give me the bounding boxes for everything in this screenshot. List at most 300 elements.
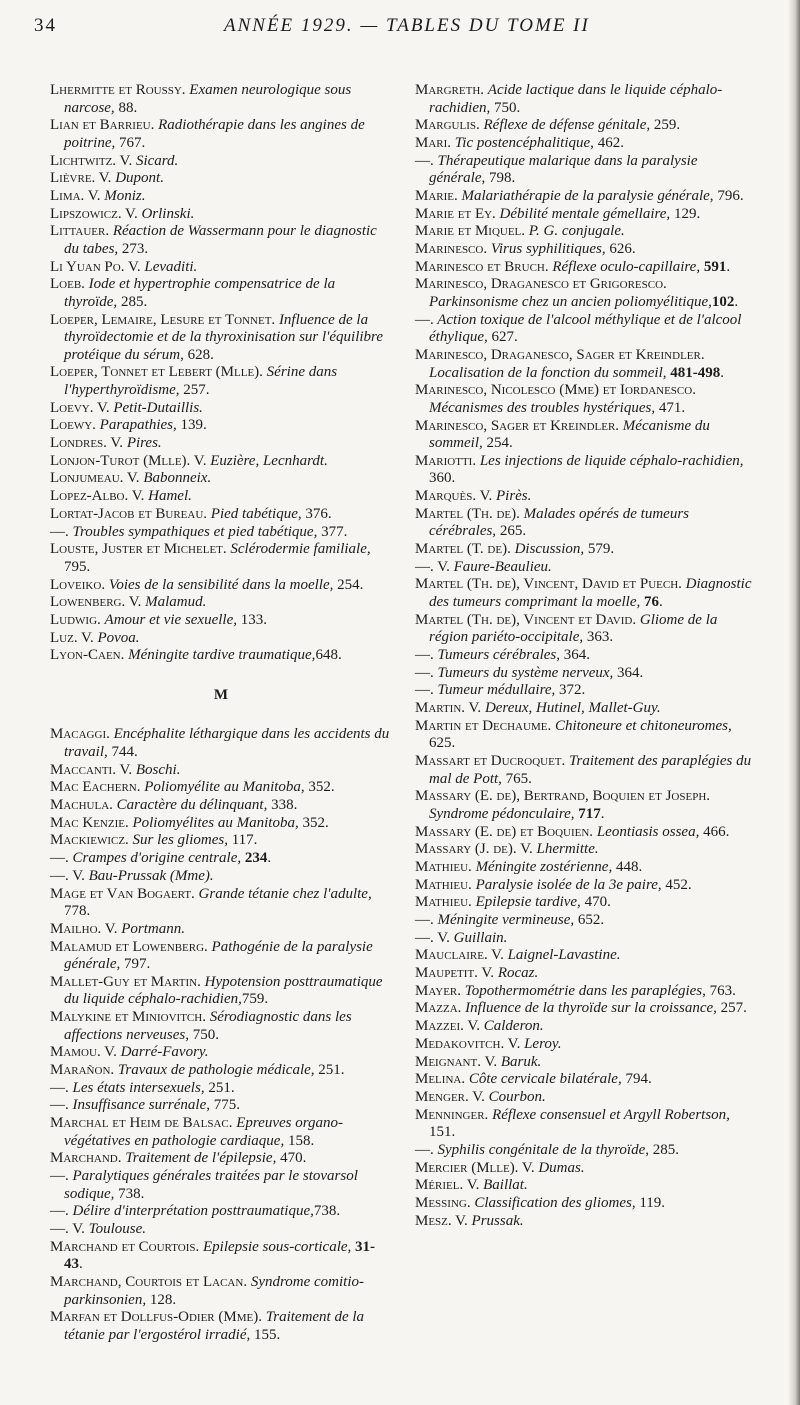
entry-author: Marinesco, Draganesco, Sager et Kreindler. xyxy=(415,346,705,363)
index-entry xyxy=(50,153,392,171)
entry-title: Baillat. xyxy=(483,1177,528,1194)
entry-author: —. xyxy=(415,664,434,681)
entry-see-also: V. xyxy=(516,841,537,858)
entry-page-ref: 251. xyxy=(204,1079,235,1096)
entry-page-ref: 462. xyxy=(593,134,624,151)
entry-author: —. xyxy=(415,912,434,928)
entry-page-ref: 794. xyxy=(621,1071,652,1088)
entry-page-ref: 466. xyxy=(699,823,730,840)
entry-page-ref-bold: 102 xyxy=(711,293,735,310)
entry-author: Londres. xyxy=(50,435,107,452)
entry-author: Mariotti. xyxy=(415,452,477,469)
entry-author: Mathieu. xyxy=(415,894,472,911)
entry-title: Laignel-Lavastine. xyxy=(507,947,621,964)
entry-see-also: V. xyxy=(451,1212,472,1229)
index-entry xyxy=(415,135,757,153)
entry-author: Marinesco, Nicolesco (Mme) et Iordanesco. xyxy=(415,382,696,399)
entry-title: Parkinsonisme chez un ancien poliomyélitique, xyxy=(429,293,712,310)
entry-author: Loeper, Lemaire, Lesure et Tonnet. xyxy=(50,311,276,328)
entry-title: Examen neurologique sous narcose, xyxy=(64,82,352,116)
entry-title: Parapathies, xyxy=(99,417,177,434)
index-entry xyxy=(415,241,757,259)
entry-page-ref: 765. xyxy=(501,770,532,787)
entry-page-ref: 285. xyxy=(117,293,148,310)
entry-author: Margreth. xyxy=(415,82,485,98)
index-entry xyxy=(415,188,757,206)
entry-author: Li Yuan Po. xyxy=(50,258,125,275)
index-entry xyxy=(50,364,392,399)
index-entry xyxy=(415,259,757,277)
entry-title: Poliomyélites au Manitoba, xyxy=(132,814,299,831)
page-spine-shadow xyxy=(788,0,800,1405)
entry-title: Rocaz. xyxy=(497,965,539,982)
entry-author: Mesz. xyxy=(415,1212,452,1229)
entry-title: Délire d'interprétation posttraumatique, xyxy=(68,1203,314,1220)
index-entry xyxy=(415,894,757,912)
entry-see-also: V. xyxy=(518,1159,539,1176)
entry-title: Moniz. xyxy=(104,187,146,204)
entry-title: Faure-Beaulieu. xyxy=(453,558,552,575)
entry-title: Boschi. xyxy=(135,761,181,778)
entry-title: Chitoneure et chitoneuromes, xyxy=(554,717,732,734)
entry-page-ref: 129. xyxy=(670,205,701,222)
entry-author: Mallet-Guy et Martin. xyxy=(50,973,201,990)
index-entry xyxy=(415,541,757,559)
entry-title: Virus syphilitiques, xyxy=(490,241,606,257)
entry-author: Lonjon-Turot (Mlle). xyxy=(50,452,191,469)
entry-title: Petit-Dutaillis. xyxy=(113,399,203,416)
entry-title: Débilité mentale gémellaire, xyxy=(499,205,671,222)
right-column xyxy=(415,82,757,1230)
entry-title: Gliome de la région pariéto-occipitale, xyxy=(429,611,718,646)
entry-page-ref: 795. xyxy=(64,558,91,575)
entry-page-ref: 259. xyxy=(650,117,681,134)
entry-title: Classification des gliomes, xyxy=(474,1194,636,1211)
entry-page-ref: 750. xyxy=(490,99,521,116)
entry-title: Les états intersexuels, xyxy=(68,1079,205,1096)
index-entry xyxy=(415,700,757,718)
entry-author: Marchand, Courtois et Lacan. xyxy=(50,1274,248,1290)
entry-title: Levaditi. xyxy=(144,258,198,275)
entry-title: Côte cervicale bilatérale, xyxy=(468,1071,622,1088)
entry-author: Loewy. xyxy=(50,417,96,434)
entry-title: Caractère du délinquant, xyxy=(116,797,268,814)
entry-page-ref: 257. xyxy=(179,382,210,399)
entry-author: Lima. xyxy=(50,187,85,204)
index-entry xyxy=(415,418,757,453)
entry-title: Sicard. xyxy=(135,152,179,169)
entry-author: —. xyxy=(50,1097,69,1114)
entry-see-also: V. xyxy=(116,152,136,169)
index-entry xyxy=(50,259,392,277)
entry-page-ref: 265. xyxy=(496,523,527,540)
index-entry xyxy=(50,762,392,780)
index-entry xyxy=(415,1000,757,1018)
entry-page-ref: 117. xyxy=(227,832,258,849)
entry-title: P. G. conjugale. xyxy=(528,223,625,240)
entry-see-also: V. xyxy=(433,929,454,946)
index-entry xyxy=(50,312,392,365)
index-entry xyxy=(50,1203,392,1221)
index-entry xyxy=(50,1274,392,1309)
running-title: ANNÉE 1929. — TABLES DU TOME II xyxy=(224,15,590,36)
index-entry xyxy=(50,541,392,576)
entry-author: Messing. xyxy=(415,1194,471,1211)
entry-page-ref: 738. xyxy=(313,1203,341,1220)
entry-author: Mazzei. xyxy=(415,1018,464,1035)
entry-title: Povoa. xyxy=(97,629,140,646)
entry-page-ref: 254. xyxy=(482,435,513,452)
index-entry xyxy=(415,1177,757,1195)
entry-see-also: V. xyxy=(121,205,142,222)
entry-title: Syndrome comitio-parkinsonien, xyxy=(64,1274,364,1308)
entry-page-ref: 470. xyxy=(580,894,611,911)
entry-page-ref-bold: 481-498 xyxy=(666,364,721,381)
index-entry xyxy=(415,117,757,135)
index-entry xyxy=(415,1195,757,1213)
entry-author: Louste, Juster et Michelet. xyxy=(50,541,227,558)
entry-author: Massary (E. de), Bertrand, Boquien et Joseph. xyxy=(415,788,711,805)
entry-title: Paralytiques générales traitées par le stovarsol sodique, xyxy=(64,1168,358,1202)
entry-see-also: V. xyxy=(433,558,454,575)
entry-author: Malamud et Lowenberg. xyxy=(50,938,208,955)
entry-title: Les injections de liquide céphalo-rachidien, xyxy=(479,452,744,469)
entry-author: —. xyxy=(415,1141,434,1158)
entry-author: Martin. xyxy=(415,700,466,717)
entry-author: Massary (E. de) et Boquien. xyxy=(415,823,594,840)
entry-title: Voies de la sensibilité dans la moelle, xyxy=(108,576,334,593)
index-entry xyxy=(415,930,757,948)
entry-page-ref: 448. xyxy=(612,858,643,875)
entry-page-ref: 627. xyxy=(487,329,518,346)
entry-title: Radiothérapie dans les angines de poitrine, xyxy=(64,117,365,151)
entry-title: Crampes d'origine centrale, xyxy=(68,850,242,867)
entry-page-ref: 151. xyxy=(429,1124,456,1141)
entry-page-ref: 133. xyxy=(237,611,267,628)
entry-see-also: V. xyxy=(77,629,98,646)
index-entry xyxy=(50,779,392,797)
entry-title: Tic postencéphalitique, xyxy=(454,134,594,151)
entry-page-ref: . xyxy=(720,364,724,381)
entry-page-ref: 364. xyxy=(613,664,644,681)
entry-author: Lonjumeau. xyxy=(50,470,124,487)
entry-page-ref-bold: 76 xyxy=(640,594,659,610)
entry-author: Marchal et Heim de Balsac. xyxy=(50,1115,233,1132)
entry-see-also: V. xyxy=(463,1018,484,1035)
entry-author: Marinesco. xyxy=(415,241,488,257)
index-entry xyxy=(415,1018,757,1036)
index-entry xyxy=(415,788,757,823)
entry-author: Martin et Dechaume. xyxy=(415,717,552,734)
entry-see-also: V. xyxy=(477,965,498,982)
entry-page-ref: 750. xyxy=(188,1026,219,1043)
entry-page-ref: 648. xyxy=(315,647,342,664)
index-entry xyxy=(50,921,392,939)
entry-title: Thérapeutique malarique dans la paralysie générale, xyxy=(429,152,698,187)
entry-title: Tumeurs cérébrales, xyxy=(433,646,560,663)
index-entry xyxy=(50,223,392,258)
entry-title: Leroy. xyxy=(524,1035,562,1052)
entry-title: Acide lactique dans le liquide céphalo-rachidien, xyxy=(429,82,723,116)
entry-title: Courbon. xyxy=(488,1088,546,1105)
entry-title: Toulouse. xyxy=(88,1221,147,1238)
index-entry xyxy=(415,665,757,683)
entry-see-also: V. xyxy=(93,399,114,416)
entry-page-ref: 257. xyxy=(716,1000,747,1017)
entry-author: Marie et Ey. xyxy=(415,205,496,222)
entry-see-also: V. xyxy=(68,1221,89,1238)
index-entry xyxy=(50,1062,392,1080)
entry-author: —. xyxy=(50,850,69,867)
entry-author: Lyon-Caen. xyxy=(50,647,125,664)
entry-page-ref: 273. xyxy=(118,240,149,257)
entry-page-ref: 372. xyxy=(555,682,586,699)
entry-title: Mécanisme du sommeil, xyxy=(429,417,710,452)
entry-page-ref: 364. xyxy=(560,646,590,663)
entry-title: Euzière, Lecnhardt. xyxy=(210,452,328,469)
entry-title: Dumas. xyxy=(538,1159,585,1176)
entry-see-also: V. xyxy=(468,1088,489,1105)
index-entry xyxy=(415,1107,757,1142)
index-entry xyxy=(50,453,392,471)
entry-page-ref: 797. xyxy=(120,956,151,973)
index-entry xyxy=(415,877,757,895)
entry-see-also: V. xyxy=(476,488,496,505)
entry-title: Syphilis congénitale de la thyroïde, xyxy=(433,1141,649,1158)
index-entry xyxy=(50,594,392,612)
index-entry xyxy=(415,1036,757,1054)
entry-author: Mauclaire. xyxy=(415,947,488,964)
entry-see-also: V. xyxy=(95,170,116,187)
entry-author: Menninger. xyxy=(415,1106,489,1123)
entry-page-ref: 128. xyxy=(146,1291,177,1308)
index-entry xyxy=(50,1309,392,1344)
index-entry xyxy=(415,1071,757,1089)
entry-page-ref-bold: 591 xyxy=(700,258,727,275)
entry-see-also: V. xyxy=(128,488,149,505)
entry-author: Massart et Ducroquet. xyxy=(415,753,566,769)
entry-author: Lopez-Albo. xyxy=(50,488,129,505)
entry-page-ref: 767. xyxy=(115,134,146,151)
entry-title: Epreuves organo-végétatives en pathologie cardiaque, xyxy=(64,1115,344,1149)
entry-author: Mathieu. xyxy=(415,858,472,875)
entry-title: Topothermométrie dans les paraplégies, xyxy=(464,982,706,999)
entry-title: Darré-Favory. xyxy=(120,1044,209,1061)
entry-page-ref-bold: 717 xyxy=(574,805,601,822)
index-entry xyxy=(415,347,757,382)
entry-see-also: V. xyxy=(68,867,89,884)
entry-title: Baruk. xyxy=(500,1053,542,1070)
index-entry xyxy=(415,153,757,188)
entry-title: Diagnostic des tumeurs comprimant la moelle, xyxy=(429,576,752,610)
entry-see-also: V. xyxy=(84,187,105,204)
entry-see-also: V. xyxy=(101,920,122,937)
entry-see-also: V. xyxy=(123,470,144,487)
index-entry xyxy=(50,400,392,418)
entry-author: Margulis. xyxy=(415,117,480,134)
entry-title: Réaction de Wassermann pour le diagnostic du tabes, xyxy=(64,223,377,257)
entry-page-ref: 119. xyxy=(635,1194,666,1211)
entry-author: Mercier (Mlle). xyxy=(415,1159,519,1176)
entry-page-ref: 452. xyxy=(661,876,692,893)
index-entry xyxy=(415,223,757,241)
entry-page-ref: 363. xyxy=(583,629,614,646)
left-column xyxy=(50,82,392,1345)
entry-title: Leontiasis ossea, xyxy=(596,823,700,840)
entry-author: Mamou. xyxy=(50,1044,101,1061)
entry-page-ref: 377. xyxy=(317,523,348,540)
entry-see-also: V. xyxy=(504,1035,525,1052)
entry-see-also: V. xyxy=(190,452,211,469)
entry-author: Mériel. xyxy=(415,1177,464,1194)
index-entry xyxy=(415,1142,757,1160)
entry-title: Méningite vermineuse, xyxy=(433,912,575,928)
index-entry xyxy=(50,1150,392,1168)
entry-title: Guillain. xyxy=(453,929,508,946)
entry-page-ref: . xyxy=(658,594,663,610)
entry-author: Mari. xyxy=(415,134,452,151)
entry-page-ref: 376. xyxy=(301,505,332,522)
index-entry xyxy=(50,206,392,224)
index-entry xyxy=(50,1168,392,1203)
index-entry xyxy=(50,170,392,188)
entry-title: Pied tabétique, xyxy=(210,505,302,522)
index-entry xyxy=(415,453,757,488)
entry-page-ref: 251. xyxy=(314,1062,345,1079)
entry-author: Lièvre. xyxy=(50,170,96,187)
entry-author: Mac Kenzie. xyxy=(50,814,129,831)
entry-author: Ludwig. xyxy=(50,611,101,628)
index-entry xyxy=(50,1044,392,1062)
entry-see-also: V. xyxy=(125,594,146,611)
index-entry xyxy=(50,417,392,435)
entry-author: Loveiko. xyxy=(50,576,106,593)
entry-page-ref: 579. xyxy=(584,541,615,558)
entry-title: Sclérodermie familiale, xyxy=(230,541,371,558)
entry-title: Méningite tardive traumatique, xyxy=(128,647,316,664)
entry-title: Influence de la thyroïdectomie et de la thyroxinisation sur l'équilibre protéique du sérum, xyxy=(64,311,383,363)
entry-page-ref: 763. xyxy=(705,982,736,999)
entry-title: Amour et vie sexuelle, xyxy=(104,611,237,628)
entry-author: Massary (J. de). xyxy=(415,841,517,858)
entry-author: Marinesco, Draganesco et Grigoresco. xyxy=(415,276,667,293)
index-entry xyxy=(415,682,757,700)
entry-title: Prussak. xyxy=(471,1212,524,1229)
index-entry xyxy=(415,824,757,842)
entry-title: Orlinski. xyxy=(141,205,195,222)
entry-author: Mackiewicz. xyxy=(50,832,129,849)
entry-page-ref: 155. xyxy=(250,1326,281,1343)
entry-author: —. xyxy=(50,523,69,540)
entry-author: —. xyxy=(50,1221,69,1238)
index-entry xyxy=(50,488,392,506)
entry-author: Medakovitch. xyxy=(415,1035,505,1052)
index-entry xyxy=(50,276,392,311)
entry-author: Lipszowicz. xyxy=(50,205,122,222)
index-entry xyxy=(50,188,392,206)
entry-title: Traitement de l'épilepsie, xyxy=(125,1150,277,1167)
entry-author: Marfan et Dollfus-Odier (Mme). xyxy=(50,1309,262,1326)
index-entry xyxy=(50,1115,392,1150)
entry-see-also: V. xyxy=(480,1053,501,1070)
entry-author: Mage et Van Bogaert. xyxy=(50,885,195,902)
entry-page-ref: 471. xyxy=(655,399,686,416)
entry-title: Méningite zostérienne, xyxy=(475,858,613,875)
entry-title: Mécanismes des troubles hystériques, xyxy=(429,399,656,416)
entry-author: —. xyxy=(50,1168,69,1185)
index-entry xyxy=(415,1160,757,1178)
index-entry xyxy=(415,488,757,506)
section-letter: M xyxy=(213,686,229,703)
entry-title: Grande tétanie chez l'adulte, xyxy=(198,885,372,902)
entry-author: Marchand. xyxy=(50,1150,122,1167)
entry-see-also: V. xyxy=(487,947,508,964)
page-header xyxy=(28,6,778,46)
index-entry xyxy=(415,276,757,311)
entry-page-ref: 352. xyxy=(298,814,329,831)
entry-author: Martel (Th. de), Vincent et David. xyxy=(415,611,637,628)
index-entry xyxy=(415,983,757,1001)
index-entry xyxy=(415,647,757,665)
entry-author: Loeb. xyxy=(50,276,85,293)
entry-title: Encéphalite léthargique dans les accidents du travail, xyxy=(64,726,390,761)
index-entry xyxy=(415,576,757,611)
entry-page-ref: . xyxy=(267,850,272,867)
entry-title: Pathogénie de la paralysie générale, xyxy=(64,938,373,973)
entry-author: Menger. xyxy=(415,1088,469,1105)
index-entry xyxy=(50,470,392,488)
entry-page-ref: 470. xyxy=(276,1150,307,1167)
index-entry xyxy=(50,1239,392,1274)
entry-author: —. xyxy=(50,867,69,884)
index-entry xyxy=(415,612,757,647)
entry-title: Malariathérapie de la paralysie générale, xyxy=(461,187,714,204)
entry-author: —. xyxy=(415,152,434,169)
entry-page-ref: 625. xyxy=(429,735,456,752)
entry-page-ref: 759. xyxy=(241,991,269,1008)
entry-title: Réflexe oculo-capillaire, xyxy=(552,258,701,275)
index-entry xyxy=(415,82,757,117)
entry-title: Dupont. xyxy=(115,170,164,187)
entry-title: Bau-Prussak (Mme). xyxy=(88,867,214,884)
entry-see-also: V. xyxy=(463,1177,484,1194)
entry-author: Marie. xyxy=(415,187,458,204)
index-entry xyxy=(50,726,392,761)
entry-title: Pirès. xyxy=(495,488,532,505)
index-entry xyxy=(415,206,757,224)
index-entry xyxy=(415,965,757,983)
entry-title: Sérodiagnostic dans les affections nerveuses, xyxy=(64,1009,352,1043)
index-entry xyxy=(415,1054,757,1072)
index-entry xyxy=(50,1097,392,1115)
entry-author: Mailho. xyxy=(50,920,102,937)
index-entry xyxy=(50,435,392,453)
entry-author: Lowenberg. xyxy=(50,594,126,611)
index-entry xyxy=(415,718,757,753)
entry-page-ref: 744. xyxy=(107,744,138,761)
entry-title: Traitement des paraplégies du mal de Pott, xyxy=(429,753,752,787)
entry-author: Marchand et Courtois. xyxy=(50,1238,200,1255)
entry-page-ref: 158. xyxy=(284,1132,315,1149)
index-entry xyxy=(415,312,757,347)
entry-author: —. xyxy=(415,929,434,946)
entry-title: Dereux, Hutinel, Mallet-Guy. xyxy=(484,700,661,717)
index-entry xyxy=(50,832,392,850)
entry-author: Macaggi. xyxy=(50,726,110,743)
entry-title: Discussion, xyxy=(514,541,585,558)
entry-author: Malykine et Miniovitch. xyxy=(50,1009,206,1026)
entry-page-ref: 652. xyxy=(574,912,605,928)
